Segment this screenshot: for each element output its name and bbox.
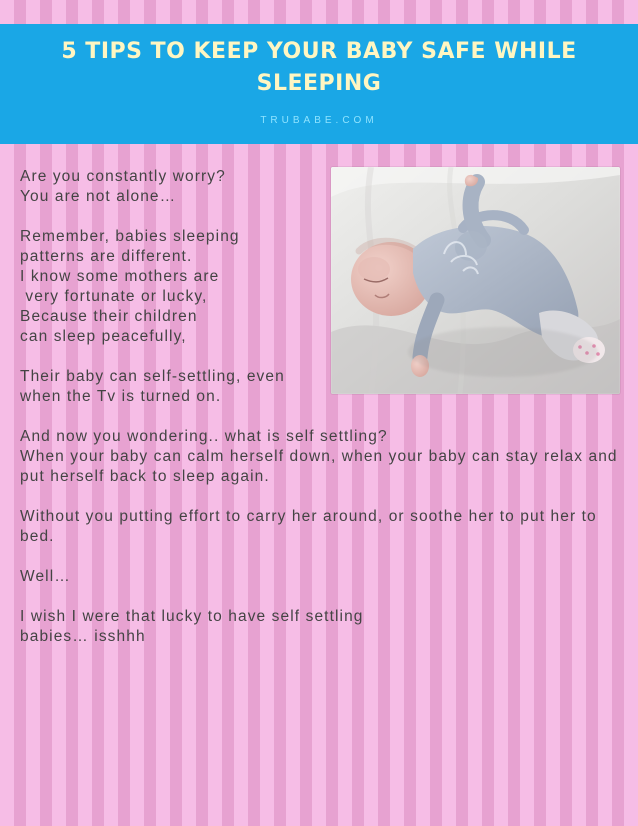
paragraph-question: And now you wondering.. what is self settling? — [20, 428, 388, 445]
top-stripe-background — [0, 0, 638, 24]
babies-line: I know some mothers are — [20, 268, 220, 285]
article-body — [20, 167, 620, 647]
sleeping-baby-photo — [331, 167, 620, 394]
baby-photo-illustration — [331, 167, 620, 394]
intro-line: Are you constantly worry? — [20, 168, 226, 185]
paragraph-definition: When your baby can calm herself down, when your baby can stay relax and put herself back to sleep again. — [20, 448, 618, 485]
header-banner — [0, 24, 638, 144]
site-domain: TRUBABE.COM — [260, 115, 378, 126]
paragraph-gap — [20, 487, 620, 507]
babies-line: Remember, babies sleeping — [20, 228, 240, 245]
paragraph-gap — [20, 407, 620, 427]
babies-line: very fortunate or lucky, — [20, 288, 208, 305]
paragraph-effort: Without you putting effort to carry her around, or soothe her to put her to bed. — [20, 508, 597, 545]
intro-line: You are not alone… — [20, 188, 177, 205]
paragraph-wish-line: I wish I were that lucky to have self settling — [20, 608, 364, 625]
paragraph-gap — [20, 547, 620, 567]
paragraph-self-settling: Their baby can self-settling, even when the Tv is turned on. — [20, 368, 285, 405]
babies-line: patterns are different. — [20, 248, 193, 265]
page-title: 5 TIPS TO KEEP YOUR BABY SAFE WHILE SLEEPING — [61, 39, 577, 96]
paragraph-wish-line: babies… isshhh — [20, 628, 146, 645]
paragraph-gap — [20, 587, 620, 607]
babies-line: Because their children — [20, 308, 198, 325]
paragraph-well: Well… — [20, 568, 71, 585]
babies-line: can sleep peacefully, — [20, 328, 187, 345]
